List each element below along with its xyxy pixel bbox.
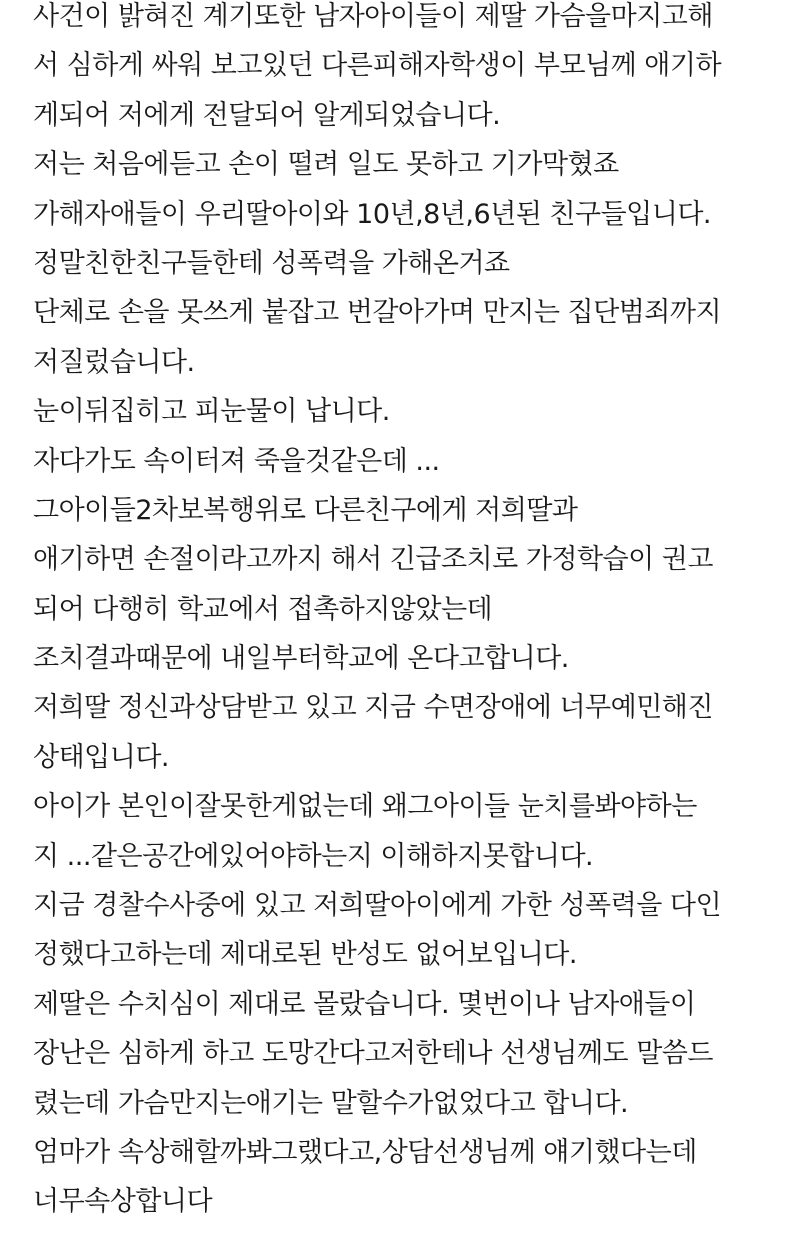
text-line: 제딸은 수치심이 제대로 몰랐습니다. 몇번이나 남자애들이 <box>33 988 696 1020</box>
text-line: 가해자애들이 우리딸아이와 10년,8년,6년된 친구들입니다. <box>33 198 712 230</box>
text-line: 저질렀습니다. <box>33 346 195 378</box>
text-line: 애기하면 손절이라고까지 해서 긴급조치로 가정학습이 권고 <box>33 544 713 576</box>
text-line: 자다가도 속이터져 죽을것같은데 ... <box>33 445 440 477</box>
text-line: 조치결과때문에 내일부터학교에 온다고합니다. <box>33 643 569 675</box>
text-line: 장난은 심하게 하고 도망간다고저한테나 선생님께도 말씀드 <box>33 1038 713 1070</box>
text-line: 눈이뒤집히고 피눈물이 납니다. <box>33 396 390 428</box>
text-line: 되어 다행히 학교에서 접촉하지않았는데 <box>33 593 493 625</box>
text-line: 지 ...같은공간에있어야하는지 이해하지못합니다. <box>33 840 594 872</box>
text-line: 그아이들2차보복행위로 다른친구에게 저희딸과 <box>33 494 578 526</box>
text-line: 렸는데 가슴만지는애기는 말할수가없었다고 합니다. <box>33 1087 629 1119</box>
text-line: 아이가 본인이잘못한게없는데 왜그아이들 눈치를봐야하는 <box>33 791 697 823</box>
text-line: 사건이 밝혀진 계기또한 남자아이들이 제딸 가슴을마지고해 <box>33 1 713 32</box>
text-line: 정말친한친구들한테 성폭력을 가해온거죠 <box>33 247 510 279</box>
text-line: 게되어 저에게 전달되어 알게되었습니다. <box>33 99 501 131</box>
text-line: 너무속상합니다 <box>33 1186 213 1218</box>
text-line: 상태입니다. <box>33 741 169 773</box>
text-line: 저는 처음에듣고 손이 떨려 일도 못하고 기가막혔죠 <box>33 149 619 181</box>
text-line: 정했다고하는데 제대로된 반성도 없어보입니다. <box>33 939 577 971</box>
text-line: 서 심하게 싸워 보고있던 다른피해자학생이 부모님께 애기하 <box>33 50 722 82</box>
post-body <box>33 0 783 1227</box>
text-line: 지금 경찰수사중에 있고 저희딸아이에게 가한 성폭력을 다인 <box>33 890 722 922</box>
text-line: 단체로 손을 못쓰게 붙잡고 번갈아가며 만지는 집단범죄까지 <box>33 297 722 329</box>
text-line: 엄마가 속상해할까봐그랬다고,상담선생님께 얘기했다는데 <box>33 1136 697 1168</box>
text-line: 저희딸 정신과상담받고 있고 지금 수면장애에 너무예민해진 <box>33 692 713 724</box>
